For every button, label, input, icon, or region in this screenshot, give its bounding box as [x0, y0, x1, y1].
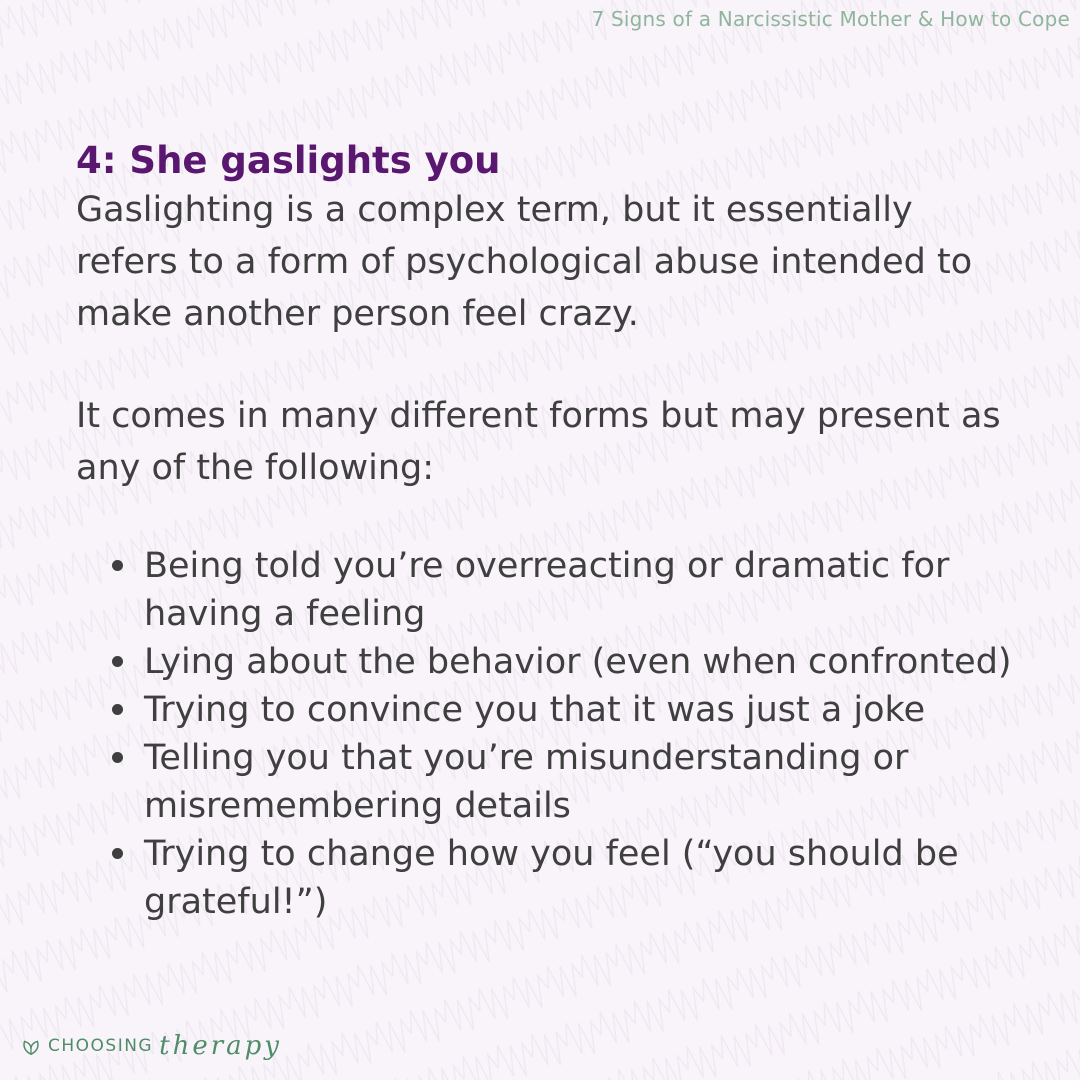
- main-content: [76, 138, 1016, 926]
- section-heading: 4: She gaslights you: [76, 139, 501, 182]
- list-item: [144, 638, 1016, 686]
- list-item: [144, 686, 1016, 734]
- logo-text-choosing: CHOOSING: [48, 1036, 154, 1056]
- bullet-dot-icon: [112, 704, 123, 715]
- gaslighting-examples-list: [76, 542, 1016, 926]
- bullet-dot-icon: [112, 848, 123, 859]
- bullet-dot-icon: [112, 560, 123, 571]
- forms-paragraph: It comes in many different forms but may present as any of the following:: [76, 396, 1001, 488]
- list-item-text: Trying to change how you feel (“you should be grateful!”): [144, 834, 959, 922]
- list-item-text: Lying about the behavior (even when confronted): [144, 642, 1012, 682]
- list-item-text: Trying to convince you that it was just a joke: [144, 690, 926, 730]
- bullet-dot-icon: [112, 656, 123, 667]
- list-item: [144, 830, 1016, 926]
- intro-paragraph: Gaslighting is a complex term, but it essentially refers to a form of psychological abuse intended to make another person feel crazy.: [76, 190, 973, 334]
- choosing-therapy-logo: [20, 1031, 282, 1061]
- logo-text-therapy: therapy: [159, 1031, 282, 1061]
- list-item: [144, 542, 1016, 638]
- list-item-text: Being told you’re overreacting or dramatic for having a feeling: [144, 546, 950, 634]
- list-item-text: Telling you that you’re misunderstanding or misremembering details: [144, 738, 909, 826]
- bullet-dot-icon: [112, 752, 123, 763]
- leaf-icon: [20, 1035, 42, 1057]
- article-title: 7 Signs of a Narcissistic Mother & How to Cope: [591, 7, 1070, 31]
- list-item: [144, 734, 1016, 830]
